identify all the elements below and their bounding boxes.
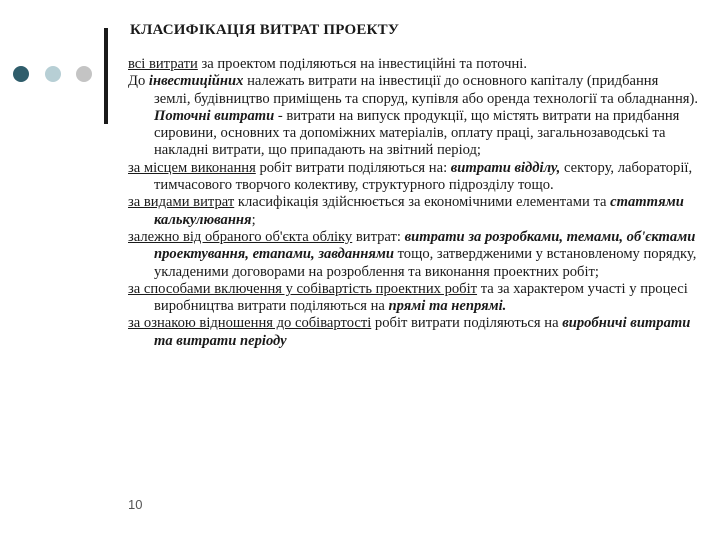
decorative-dot-light bbox=[45, 66, 61, 82]
emphasis-term: витрати за розробками, темами, об'єктами проектування, етапами, завданнями bbox=[154, 228, 696, 263]
underlined-term: всі витрати bbox=[128, 56, 198, 72]
underlined-term: за місцем виконання bbox=[128, 159, 256, 176]
underlined-term: залежно від обраного об'єкта обліку bbox=[128, 228, 353, 245]
emphasis-term: виробничі витрати та витрати періоду bbox=[154, 315, 691, 349]
emphasis-term: витрати відділу, bbox=[450, 159, 561, 176]
paragraph-by-inclusion-method: за способами включення у собівартість проектних робіт та за характером участі у процесі виробництва витрати поділяються на прямі та непрямі. bbox=[128, 280, 688, 315]
paragraph-investment-costs: До інвестиційних належать витрати на інвестиції до основного капіталу (придбання землі, будівництво приміщень та споруд, купівля або оренда технології та обладнання). Поточні витрати - витрати на випуск продукції, що містять витрати на придбання сировини, основних та допоміжних матеріалів, оплату праці, загальнозаводські та накладні витрати, що припадають на звітний період; bbox=[128, 73, 698, 159]
underlined-term: за способами включення у собівартість проектних робіт bbox=[128, 280, 478, 297]
underlined-term: за ознакою відношення до собівартості bbox=[128, 315, 372, 332]
page-number: 10 bbox=[128, 497, 143, 512]
emphasis-term: статтями калькулювання bbox=[154, 194, 684, 228]
emphasis-term: Поточні витрати bbox=[154, 107, 275, 124]
decorative-dot-gray bbox=[76, 66, 92, 82]
emphasis-term: прямі та непрямі. bbox=[388, 298, 507, 315]
slide-body bbox=[128, 56, 698, 350]
underlined-term: за видами витрат bbox=[128, 194, 235, 211]
title-accent-bar bbox=[104, 28, 108, 124]
slide-title: КЛАСИФІКАЦІЯ ВИТРАТ ПРОЕКТУ bbox=[130, 22, 400, 38]
paragraph-by-cost-relation: за ознакою відношення до собівартості робіт витрати поділяються на виробничі витрати та витрати періоду bbox=[128, 315, 691, 349]
paragraph-by-accounting-object: залежно від обраного об'єкта обліку витрат: витрати за розробками, темами, об'єктами проектування, етапами, завданнями тощо, затвердженими у встановленому порядку, укладеними договорами на розроблення та виконання проектних робіт; bbox=[128, 228, 697, 280]
emphasis-term: інвестиційних bbox=[148, 73, 244, 90]
paragraph-by-location: за місцем виконання робіт витрати поділяються на: витрати відділу, сектору, лабораторії, тимчасового творчого колективу, структурного підрозділу тощо. bbox=[128, 159, 693, 194]
paragraph-by-type: за видами витрат класифікація здійснюється за економічними елементами та статтями калькулювання; bbox=[128, 194, 684, 228]
paragraph-all-costs: всі витрати за проектом поділяються на інвестиційні та поточні. bbox=[128, 56, 528, 72]
decorative-dot-dark bbox=[13, 66, 29, 82]
